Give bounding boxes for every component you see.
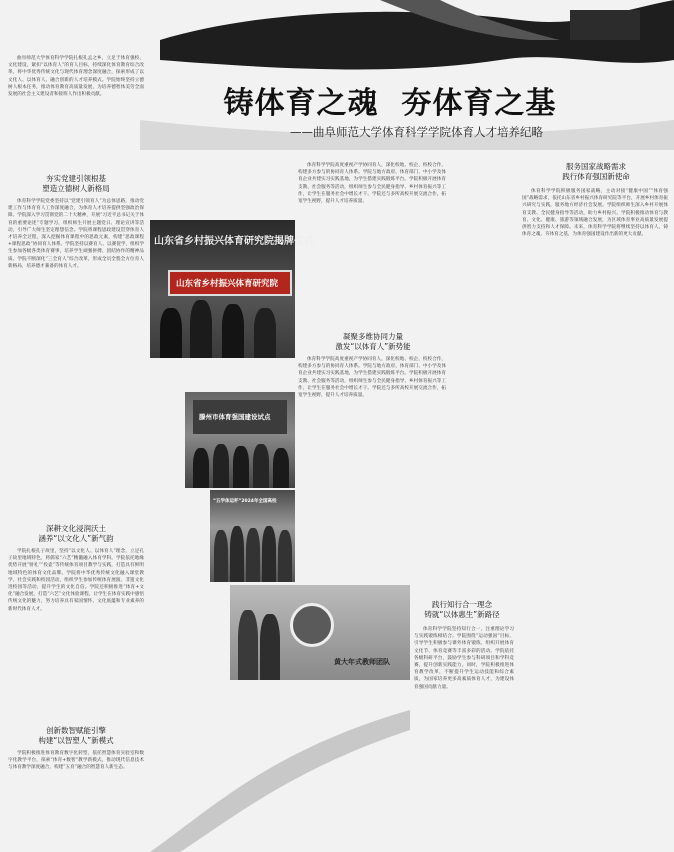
section-6-heading-line1: 服务国家战略需求 — [566, 162, 626, 171]
section-3-body — [8, 750, 144, 846]
section-4-body-top — [298, 162, 446, 337]
section-2-heading-line2: 涵养“以文化人”新气韵 — [38, 534, 114, 543]
section-6-body — [522, 188, 668, 846]
section-6-heading — [522, 162, 670, 182]
section-1-heading-line2: 塑造立德树人新格局 — [42, 184, 110, 193]
section-4-heading — [300, 332, 446, 352]
section-5-heading-line2: 铸就“以体惠生”新路径 — [424, 610, 500, 619]
section-4-lead-text: 体育科学学院高度重视产学协同育人，深化校地、校企、校校合作，构建多方参与的协同育人体系。学院与地方政府、体育部门、中小学及体育企业共建实习实践基地，为学生搭建实践锻炼平台。学院积极开展体育支教、社会服务等活动，组织师生参与全民健身指导、乡村体育振兴等工作，让学生在服务社会中增长才干。学院还与多所高校开展交流合作，拓宽学生视野，提升人才培养质量。 — [298, 163, 446, 205]
section-1-heading-line1: 夯实党建引领根基 — [46, 174, 106, 183]
section-6-text: 体育科学学院积极服务国家战略，主动对接“健康中国”“体育强国”战略需求，依托山东省乡村振兴体育研究院等平台，开展乡村体育振兴研究与实践，服务地方经济社会发展。学院组织师生深入乡村开展体育支教、全民健身指导等活动，助力乡村振兴。学院积极推动体育与教育、文化、健康、旅游等领域融合发展，为区域体育事业高质量发展提供智力支持和人才保障。未来，体育科学学院将继续坚持以体育人，铸体育之魂，夯体育之基，为体育强国建设作出新的更大贡献。 — [522, 189, 668, 238]
section-5-body — [414, 626, 514, 846]
section-2-heading-line1: 深耕文化浸润沃土 — [46, 524, 106, 533]
section-5-text: 体育科学学院坚持知行合一，注重理论学习与实践锻炼相结合。学院围绕“运动强国”目标，引导学生积极参与课外体育锻炼，组织开展体育文化节、体育竞赛等丰富多彩的活动。学院依托各级科研平台，鼓励学生参与科研项目和学科竞赛，提升创新实践能力。同时，学院积极推进体育教学改革，不断提升学生运动技能和综合素质，为国家培养更多高素质体育人才，为建设体育强国贡献力量。 — [414, 627, 514, 690]
photo-unveiling-ceremony — [150, 220, 314, 358]
photo-1-banner-text: 山东省乡村振兴体育研究院揭牌仪式 — [154, 236, 314, 247]
section-1-text: 体育科学学院党委坚持以“党建引领育人”为总体思路，推动党建工作与体育育人工作深度融合，为体育人才培养提供坚强政治保障。学院深入学习贯彻党的二十大精神，开展“习近平总书记关于体育的重要论述”专题学习，组织师生开展主题党日、理论宣讲等活动，引导广大师生坚定理想信念。学院将课程思政建设贯穿体育人才培养全过程，深入挖掘体育课程中的思政元素，构建“思政课程+课程思政”协同育人体系。学院坚持以赛育人、以赛促学，组织学生参加各级各类体育赛事，培养学生顽强拼搏、团结协作的精神品质。学院不断深化“三全育人”综合改革，形成全员全程全方位育人新格局，培养德才兼备的体育人才。 — [8, 199, 144, 269]
section-4-heading-line1: 凝聚多维协同力量 — [343, 332, 403, 341]
section-1-body — [8, 198, 144, 514]
intro-paragraph — [8, 55, 144, 155]
section-3-heading — [6, 726, 146, 746]
photo-group-banner — [185, 392, 295, 488]
section-1-heading — [6, 174, 146, 194]
section-5-heading — [410, 600, 514, 620]
university-emblem — [290, 603, 334, 647]
photo-3-caption: “五学体运杯”2024年全国高校 — [213, 499, 277, 504]
section-2-body — [8, 548, 144, 718]
section-6-heading-line2: 践行体育强国新使命 — [562, 172, 630, 181]
section-4-body — [298, 356, 446, 588]
photo-4-caption: 黄大年式教师团队 — [334, 658, 390, 666]
intro-text: 曲阜师范大学体育科学学院扎根孔孟之乡，立足于体育强校、文化建设，紧扣“以体育人”的育人目标，持续深化体育教育综合改革，将中华优秀传统文化与现代体育理念深度融合，探索形成了以文化人、以体育人、融合创新的人才培养模式。学院始终坚持立德树人根本任务，推动体育教育高质量发展，为培养德智体美劳全面发展的社会主义建设者和接班人作出积极贡献。 — [8, 56, 144, 98]
section-2-text: 学院扎根孔子故里，坚持“以文化人、以体育人”理念，立足孔子故里地域特色，将儒家“六艺”精髓融入体育学科。学院依托地缘优势开展“射礼”“投壶”等传统体育项目教学与实践，打造具有鲜明地域特色的体育文化品牌。学院将中华优秀传统文化融入课堂教学、社会实践和校园活动，组织学生参加传统体育展演、非遗文化进校园等活动，提升学生的文化自信。学院还积极推进“体育+文化”融合发展，打造“六艺”文化体验课程，让学生在体育实践中感悟传统文化的魅力，努力培养具有家国情怀、文化底蕴和专业素养的新时代体育人才。 — [8, 549, 144, 612]
photo-student-team — [210, 490, 295, 582]
photo-teacher-team — [230, 585, 410, 680]
photo-1-sign-text: 山东省乡村振兴体育研究院 — [176, 279, 279, 289]
section-5-heading-line1: 践行知行合一理念 — [432, 600, 492, 609]
headline-subtitle: ——曲阜师范大学体育科学学院体育人才培养纪略 — [290, 125, 543, 139]
section-3-heading-line2: 构建“以智塑人”新模式 — [38, 736, 114, 745]
photo-2-caption: 滕州市体育强国建设试点 — [199, 413, 271, 421]
section-3-heading-line1: 创新数智赋能引擎 — [46, 726, 106, 735]
decorative-bottom-ribbon — [150, 690, 410, 852]
section-4-heading-line2: 激发“以体育人”新势能 — [335, 342, 411, 351]
photo-1-sign — [168, 270, 292, 296]
section-4-text: 体育科学学院高度重视产学协同育人，深化校地、校企、校校合作，构建多方参与的协同育人体系。学院与地方政府、体育部门、中小学及体育企业共建实习实践基地，为学生搭建实践锻炼平台。学院积极开展体育支教、社会服务等活动，组织师生参与全民健身指导、乡村体育振兴等工作，让学生在服务社会中增长才干。学院还与多所高校开展交流合作，拓宽学生视野，提升人才培养质量。 — [298, 357, 446, 399]
section-2-heading — [6, 524, 146, 544]
headline-title: 铸体育之魂 夯体育之基 — [223, 86, 557, 121]
section-3-text: 学院积极推进体育教育数字化转型，依托智慧体育实验室和数字化教学平台，探索“体育+数智”教学新模式，推动现代信息技术与体育教学深度融合，构建“五育”融合的智慧育人新生态。 — [8, 751, 144, 771]
